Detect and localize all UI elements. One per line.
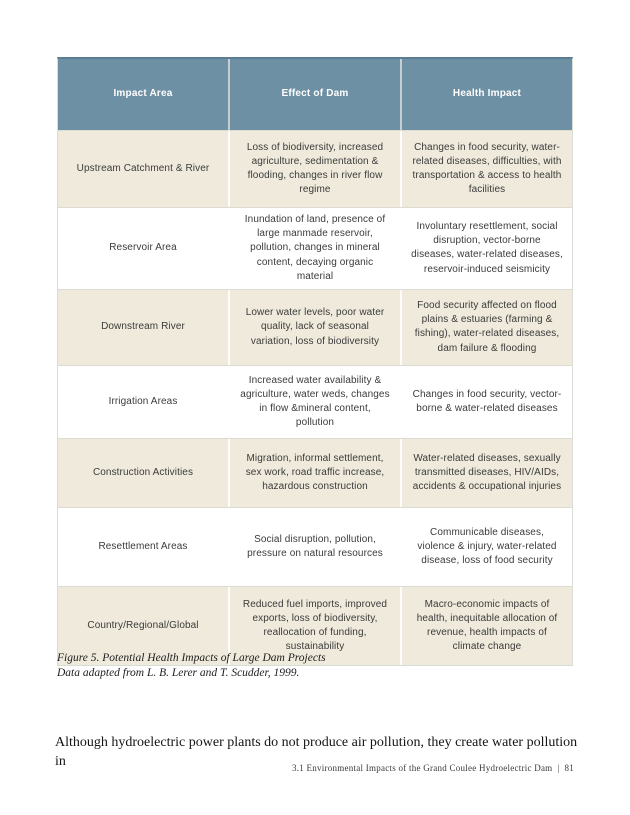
cell-health: Macro-economic impacts of health, inequitable allocation of revenue, health impacts of climate change — [400, 587, 572, 665]
column-header-health-impact: Health Impact — [400, 59, 572, 130]
cell-effect: Social disruption, pollution, pressure on natural resources — [228, 508, 400, 586]
impacts-table — [57, 57, 573, 666]
cell-impact-area: Reservoir Area — [109, 242, 177, 254]
cell-effect: Migration, informal settlement, sex work, road traffic increase, hazardous construction — [228, 439, 400, 507]
body-paragraph: Although hydroelectric power plants do not produce air pollution, they create water pollution in — [55, 735, 578, 769]
table-row — [58, 207, 572, 289]
figure-caption-line2: Data adapted from L. B. Lerer and T. Scudder, 1999. — [57, 666, 300, 679]
cell-effect: Increased water availability & agriculture, water weds, changes in flow &mineral content, pollution — [228, 366, 400, 438]
figure-caption — [57, 651, 326, 680]
cell-impact-area: Resettlement Areas — [98, 540, 188, 552]
cell-health: Communicable diseases, violence & injury, water-related disease, loss of food security — [400, 508, 572, 586]
page-footer: 3.1 Environmental Impacts of the Grand Coulee Hydroelectric Dam | 81 — [292, 763, 574, 773]
table-row — [58, 438, 572, 507]
cell-impact-area: Downstream River — [101, 321, 185, 333]
cell-health: Food security affected on flood plains & estuaries (farming & fishing), water-related diseases, dam failure & flooding — [400, 290, 572, 365]
cell-impact-area: Construction Activities — [92, 466, 194, 478]
column-header-impact-area: Impact Area — [113, 88, 173, 100]
table-header-row — [58, 59, 572, 130]
cell-health: Changes in food security, vector-borne & water-related diseases — [400, 366, 572, 438]
figure-caption-line1: Figure 5. Potential Health Impacts of Large Dam Projects — [57, 652, 326, 664]
column-header-effect-of-dam: Effect of Dam — [228, 59, 400, 130]
cell-health: Involuntary resettlement, social disruption, vector-borne diseases, water-related diseases, reservoir-induced seismicity — [400, 208, 572, 289]
table-row — [58, 365, 572, 438]
table-row — [58, 130, 572, 207]
table-row — [58, 507, 572, 586]
cell-impact-area: Irrigation Areas — [108, 395, 178, 407]
cell-health: Changes in food security, water-related diseases, difficulties, with transportation & access to health facilities — [400, 131, 572, 207]
cell-effect: Reduced fuel imports, improved exports, loss of biodiversity, reallocation of funding, sustainability — [228, 587, 400, 665]
cell-effect: Inundation of land, presence of large manmade reservoir, pollution, changes in mineral content, decaying organic material — [228, 208, 400, 289]
cell-health: Water-related diseases, sexually transmitted diseases, HIV/AIDs, accidents & occupational injuries — [400, 439, 572, 507]
table-row — [58, 289, 572, 365]
cell-impact-area: Country/Regional/Global — [87, 619, 199, 631]
cell-effect: Lower water levels, poor water quality, lack of seasonal variation, loss of biodiversity — [228, 290, 400, 365]
cell-impact-area: Upstream Catchment & River — [76, 162, 210, 174]
cell-effect: Loss of biodiversity, increased agriculture, sedimentation & flooding, changes in river flow regime — [228, 131, 400, 207]
